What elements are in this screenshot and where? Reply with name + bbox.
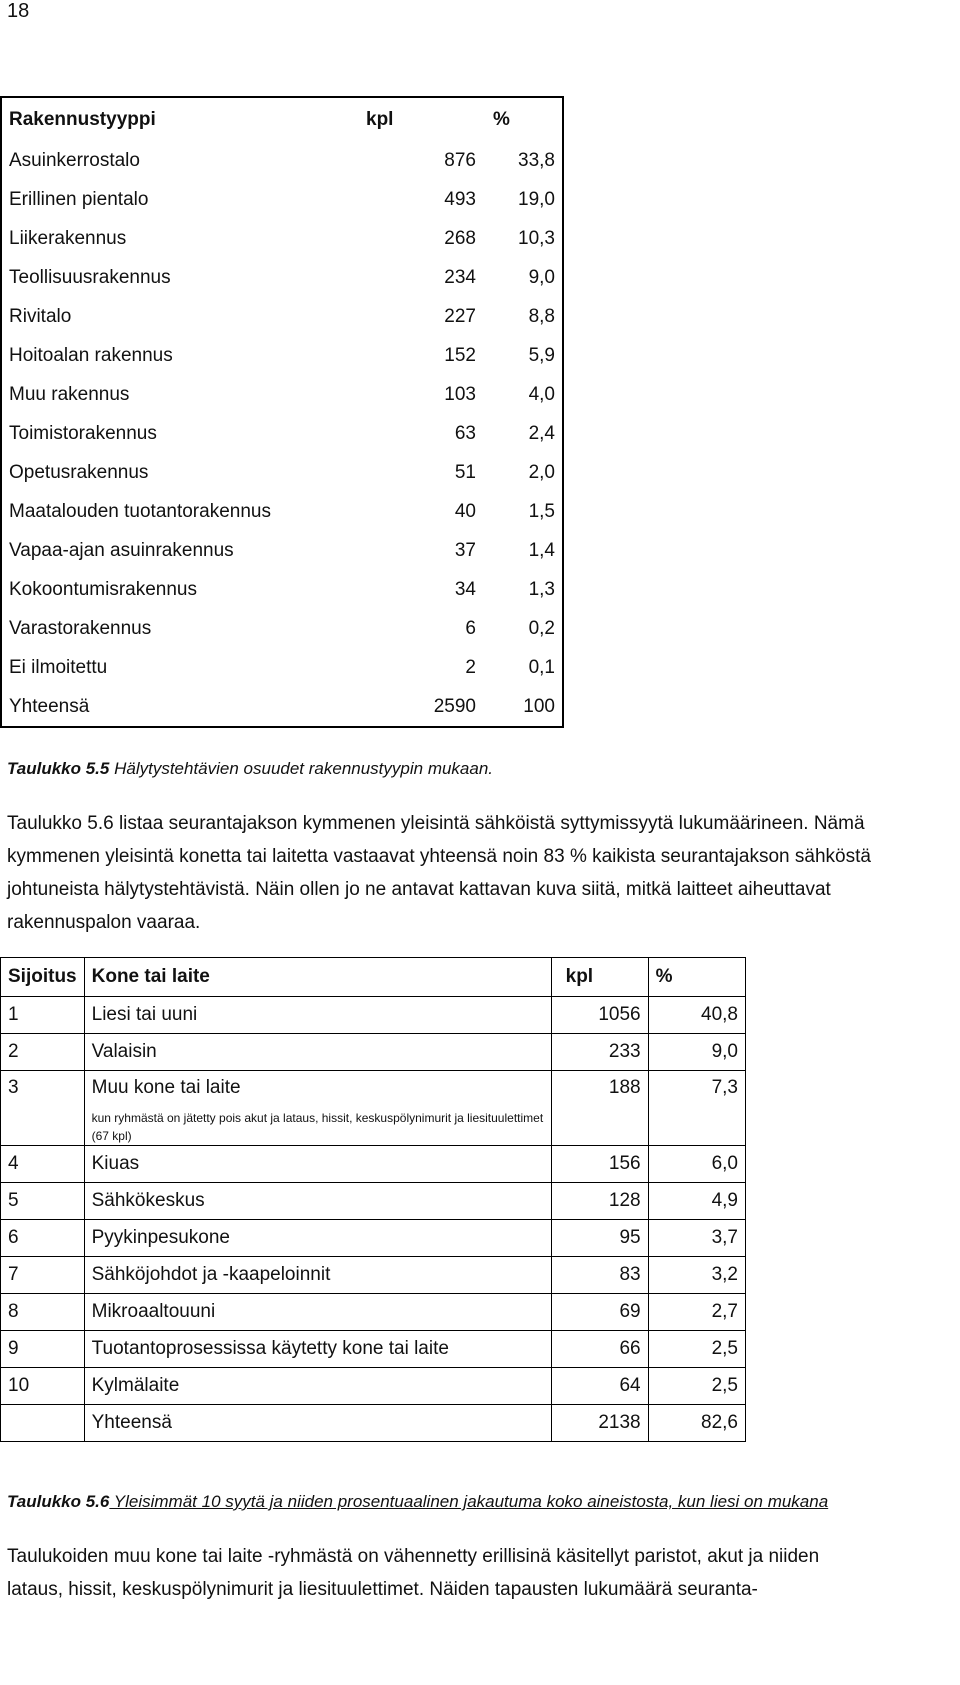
table-row bbox=[1, 570, 563, 609]
percent-cell: 100 bbox=[523, 695, 555, 717]
percent-cell: 40,8 bbox=[648, 997, 745, 1034]
percent-cell: 0,2 bbox=[528, 617, 555, 639]
count-cell: 83 bbox=[551, 1257, 648, 1294]
percent-cell: 7,3 bbox=[648, 1071, 745, 1146]
total-label: Yhteensä bbox=[84, 1405, 551, 1442]
table-row bbox=[1, 1220, 746, 1257]
percent-cell: 2,5 bbox=[648, 1331, 745, 1368]
percent-cell: 6,0 bbox=[648, 1146, 745, 1183]
table-row bbox=[1, 1183, 746, 1220]
table-row bbox=[1, 1257, 746, 1294]
percent-cell: 33,8 bbox=[518, 149, 555, 171]
count-cell: 103 bbox=[444, 383, 476, 405]
table-row bbox=[1, 336, 563, 375]
percent-cell: 8,8 bbox=[528, 305, 555, 327]
percent-cell: 4,0 bbox=[528, 383, 555, 405]
table-row bbox=[1, 1071, 746, 1146]
table-row bbox=[1, 1368, 746, 1405]
building-type-cell: Hoitoalan rakennus bbox=[9, 344, 173, 366]
table-header-row bbox=[1, 958, 746, 997]
rank-cell: 6 bbox=[1, 1220, 85, 1257]
count-cell: 34 bbox=[454, 578, 476, 600]
table-row bbox=[1, 531, 563, 570]
device-cell: Sähkökeskus bbox=[84, 1183, 551, 1220]
building-type-cell: Ei ilmoitettu bbox=[9, 656, 108, 678]
percent-cell: 9,0 bbox=[648, 1034, 745, 1071]
percent-cell: 3,2 bbox=[648, 1257, 745, 1294]
count-cell: 69 bbox=[551, 1294, 648, 1331]
building-type-cell: Vapaa-ajan asuinrakennus bbox=[9, 539, 234, 561]
header-rank: Sijoitus bbox=[1, 958, 85, 997]
building-type-cell: Teollisuusrakennus bbox=[9, 266, 171, 288]
total-count: 2138 bbox=[551, 1405, 648, 1442]
percent-cell: 2,5 bbox=[648, 1368, 745, 1405]
percent-cell: 4,9 bbox=[648, 1183, 745, 1220]
table-row bbox=[1, 180, 563, 219]
percent-cell: 5,9 bbox=[528, 344, 555, 366]
header-percent: % bbox=[493, 108, 510, 130]
building-type-cell: Kokoontumisrakennus bbox=[9, 578, 197, 600]
rank-cell: 4 bbox=[1, 1146, 85, 1183]
device-cell: Pyykinpesukone bbox=[84, 1220, 551, 1257]
building-type-cell: Varastorakennus bbox=[9, 617, 152, 639]
count-cell: 51 bbox=[454, 461, 476, 483]
building-type-cell: Asuinkerrostalo bbox=[9, 149, 140, 171]
percent-cell: 1,4 bbox=[528, 539, 555, 561]
count-cell: 64 bbox=[551, 1368, 648, 1405]
building-type-cell: Erillinen pientalo bbox=[9, 188, 149, 210]
count-cell: 234 bbox=[444, 266, 476, 288]
rank-cell: 2 bbox=[1, 1034, 85, 1071]
count-cell: 1056 bbox=[551, 997, 648, 1034]
header-count: kpl bbox=[551, 958, 648, 997]
device-note: kun ryhmästä on jätetty pois akut ja lataus, hissit, keskuspölynimurit ja liesituulettimet (67 kpl) bbox=[91, 1111, 544, 1143]
device-cell: Kiuas bbox=[84, 1146, 551, 1183]
percent-cell: 10,3 bbox=[518, 227, 555, 249]
percent-cell: 9,0 bbox=[528, 266, 555, 288]
percent-cell: 2,4 bbox=[528, 422, 555, 444]
device-cell: Tuotantoprosessissa käytetty kone tai laite bbox=[84, 1331, 551, 1368]
count-cell: 2590 bbox=[433, 695, 476, 717]
count-cell: 37 bbox=[454, 539, 476, 561]
building-type-cell: Opetusrakennus bbox=[9, 461, 149, 483]
percent-cell: 0,1 bbox=[528, 656, 555, 678]
table-row bbox=[1, 453, 563, 492]
percent-cell: 19,0 bbox=[518, 188, 555, 210]
device-cell: Sähköjohdot ja -kaapeloinnit bbox=[84, 1257, 551, 1294]
percent-cell: 3,7 bbox=[648, 1220, 745, 1257]
count-cell: 876 bbox=[444, 149, 476, 171]
table-row bbox=[1, 609, 563, 648]
device-cell: Mikroaaltouuni bbox=[84, 1294, 551, 1331]
header-device: Kone tai laite bbox=[84, 958, 551, 997]
percent-cell: 1,3 bbox=[528, 578, 555, 600]
count-cell: 152 bbox=[444, 344, 476, 366]
percent-cell: 1,5 bbox=[528, 500, 555, 522]
count-cell: 268 bbox=[444, 227, 476, 249]
caption-label: Taulukko 5.6 bbox=[7, 1492, 110, 1511]
caption-label: Taulukko 5.5 bbox=[7, 759, 110, 778]
building-type-table bbox=[0, 96, 564, 728]
building-type-cell: Rivitalo bbox=[9, 305, 72, 327]
building-type-cell: Maatalouden tuotantorakennus bbox=[9, 500, 271, 522]
header-building-type: Rakennustyyppi bbox=[9, 108, 156, 130]
table-row bbox=[1, 414, 563, 453]
device-cell: Liesi tai uuni bbox=[84, 997, 551, 1034]
count-cell: 233 bbox=[551, 1034, 648, 1071]
device-name: Muu kone tai laite bbox=[91, 1077, 241, 1098]
building-type-cell: Liikerakennus bbox=[9, 227, 127, 249]
device-cell: Valaisin bbox=[84, 1034, 551, 1071]
total-percent: 82,6 bbox=[648, 1405, 745, 1442]
body-paragraph-2: Taulukoiden muu kone tai laite -ryhmästä on vähennetty erillisinä käsitellyt paristot, akut ja niiden lataus, hissit, keskuspölynimurit ja liesituulettimet. Näiden tapausten lukumäärä seuranta- bbox=[7, 1546, 820, 1600]
percent-cell: 2,7 bbox=[648, 1294, 745, 1331]
device-cell bbox=[84, 1071, 551, 1146]
table-row bbox=[1, 687, 563, 727]
count-cell: 156 bbox=[551, 1146, 648, 1183]
table-row bbox=[1, 1146, 746, 1183]
count-cell: 63 bbox=[454, 422, 476, 444]
table-row bbox=[1, 297, 563, 336]
rank-cell: 1 bbox=[1, 997, 85, 1034]
building-type-cell: Yhteensä bbox=[9, 695, 90, 717]
total-row bbox=[1, 1405, 746, 1442]
count-cell: 66 bbox=[551, 1331, 648, 1368]
count-cell: 6 bbox=[465, 617, 476, 639]
count-cell: 493 bbox=[444, 188, 476, 210]
rank-cell: 7 bbox=[1, 1257, 85, 1294]
table-row bbox=[1, 258, 563, 297]
table-row bbox=[1, 997, 746, 1034]
body-paragraph-1: Taulukko 5.6 listaa seurantajakson kymmenen yleisintä sähköistä syttymissyytä lukumäärineen. Nämä kymmenen yleisintä konetta tai laitetta vastaavat yhteensä noin 83 % kaikista seurantajakson sähköstä johtuneista hälytystehtävistä. Näin ollen jo ne antavat kattavan kuva siitä, mitkä laitteet aiheuttavat rakennuspalon vaaraa. bbox=[7, 813, 871, 933]
count-cell: 188 bbox=[551, 1071, 648, 1146]
rank-cell: 9 bbox=[1, 1331, 85, 1368]
page-number: 18 bbox=[7, 0, 30, 22]
device-cause-table bbox=[0, 957, 746, 1442]
header-percent: % bbox=[648, 958, 745, 997]
table-row bbox=[1, 375, 563, 414]
count-cell: 95 bbox=[551, 1220, 648, 1257]
count-cell: 40 bbox=[454, 500, 476, 522]
table-caption-5-5 bbox=[7, 759, 493, 779]
table-row bbox=[1, 492, 563, 531]
table-row bbox=[1, 1294, 746, 1331]
rank-cell: 3 bbox=[1, 1071, 85, 1146]
table-row bbox=[1, 1331, 746, 1368]
rank-cell: 5 bbox=[1, 1183, 85, 1220]
building-type-cell: Toimistorakennus bbox=[9, 422, 157, 444]
caption-text: Hälytystehtävien osuudet rakennustyypin mukaan. bbox=[109, 759, 494, 778]
header-count: kpl bbox=[366, 108, 394, 130]
building-type-cell: Muu rakennus bbox=[9, 383, 130, 405]
table-row bbox=[1, 219, 563, 258]
count-cell: 128 bbox=[551, 1183, 648, 1220]
rank-cell: 8 bbox=[1, 1294, 85, 1331]
count-cell: 2 bbox=[465, 656, 476, 678]
table-row bbox=[1, 141, 563, 180]
device-cell: Kylmälaite bbox=[84, 1368, 551, 1405]
table-caption-5-6 bbox=[7, 1492, 828, 1512]
rank-cell: 10 bbox=[1, 1368, 85, 1405]
table-header-row bbox=[1, 97, 563, 141]
percent-cell: 2,0 bbox=[528, 461, 555, 483]
table-row bbox=[1, 648, 563, 687]
total-rank-cell bbox=[1, 1405, 85, 1442]
caption-text: Yleisimmät 10 syytä ja niiden prosentuaalinen jakautuma koko aineistosta, kun liesi on mukana bbox=[109, 1492, 829, 1511]
table-row bbox=[1, 1034, 746, 1071]
count-cell: 227 bbox=[444, 305, 476, 327]
